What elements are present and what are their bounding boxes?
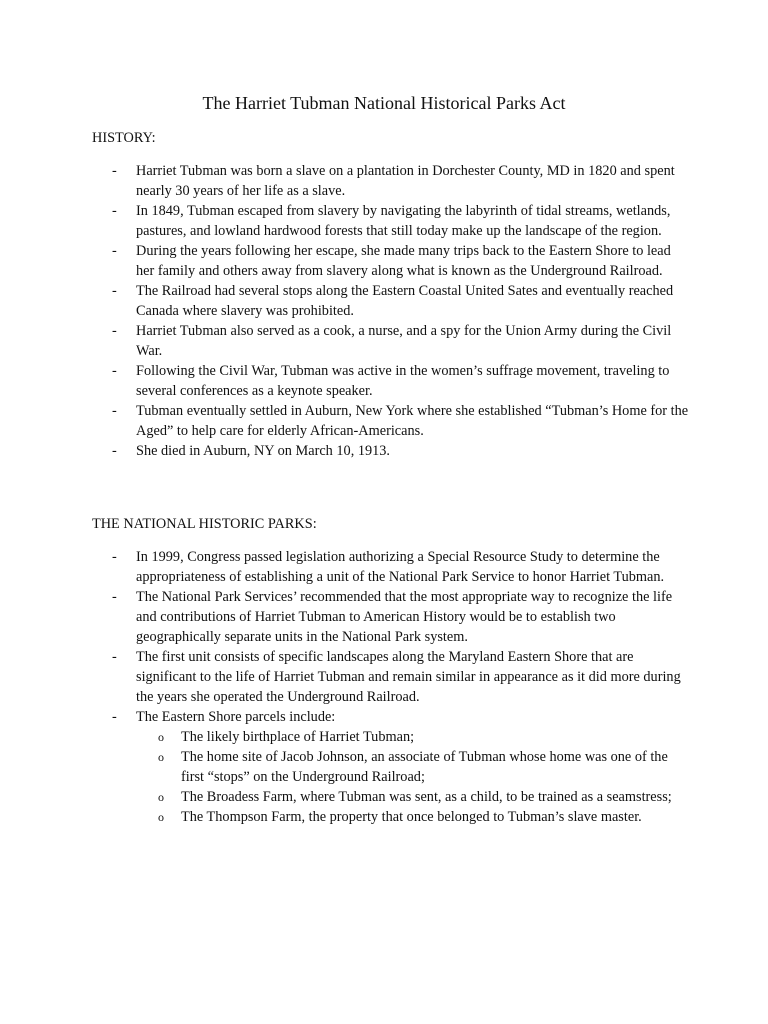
history-item-4: The Railroad had several stops along the Eastern Coastal United Sates and eventually reached Canada where slavery was prohibited. <box>136 283 674 319</box>
history-item-3: During the years following her escape, she made many trips back to the Eastern Shore to lead her family and others away from slavery along what is known as the Underground Railroad. <box>136 243 671 279</box>
parks-item-2: The National Park Services’ recommended that the most appropriate way to recognize the life and contributions of Harriet Tubman to American History would be to establish two geographically separate units in the National Park system. <box>136 589 673 645</box>
parks-item-1: In 1999, Congress passed legislation authorizing a Special Resource Study to determine the appropriateness of establishing a unit of the National Park Service to honor Harriet Tubman. <box>136 549 665 585</box>
history-heading: HISTORY: <box>92 130 156 146</box>
parcel-item-4: The Thompson Farm, the property that once belonged to Tubman’s slave master. <box>181 809 642 825</box>
history-item-6: Following the Civil War, Tubman was active in the women’s suffrage movement, traveling to several conferences as a keynote speaker. <box>136 363 670 399</box>
parcels-sublist <box>136 727 692 827</box>
list-item <box>92 587 692 647</box>
dash-bullet: - <box>112 709 117 725</box>
dash-bullet: - <box>112 243 117 259</box>
dash-bullet: - <box>112 323 117 339</box>
parcel-item-1: The likely birthplace of Harriet Tubman; <box>181 729 415 745</box>
circle-bullet: o <box>158 790 164 804</box>
dash-bullet: - <box>112 203 117 219</box>
dash-bullet: - <box>112 649 117 665</box>
list-item <box>136 727 692 747</box>
dash-bullet: - <box>112 403 117 419</box>
circle-bullet: o <box>158 810 164 824</box>
dash-bullet: - <box>112 589 117 605</box>
parks-list <box>92 547 692 827</box>
dash-bullet: - <box>112 549 117 565</box>
dash-bullet: - <box>112 443 117 459</box>
list-item <box>136 747 692 787</box>
dash-bullet: - <box>112 283 117 299</box>
circle-bullet: o <box>158 730 164 744</box>
parks-item-3: The first unit consists of specific landscapes along the Maryland Eastern Shore that are significant to the life of Harriet Tubman and remain similar in appearance as it did more during the years she operated the Underground Railroad. <box>136 649 681 705</box>
list-item <box>136 807 692 827</box>
list-item <box>92 281 692 321</box>
parcel-item-3: The Broadess Farm, where Tubman was sent, as a child, to be trained as a seamstress; <box>181 789 672 805</box>
history-item-2: In 1849, Tubman escaped from slavery by navigating the labyrinth of tidal streams, wetlands, pastures, and lowland hardwood forests that still today make up the landscape of the region. <box>136 203 671 239</box>
history-item-7: Tubman eventually settled in Auburn, New York where she established “Tubman’s Home for the Aged” to help care for elderly African-Americans. <box>136 403 689 439</box>
history-item-5: Harriet Tubman also served as a cook, a nurse, and a spy for the Union Army during the Civil War. <box>136 323 672 359</box>
list-item <box>92 161 692 201</box>
list-item <box>92 361 692 401</box>
list-item <box>92 441 692 461</box>
history-item-8: She died in Auburn, NY on March 10, 1913. <box>136 443 391 459</box>
parks-item-4: The Eastern Shore parcels include: <box>136 709 336 725</box>
list-item <box>92 321 692 361</box>
parks-heading: THE NATIONAL HISTORIC PARKS: <box>92 516 317 532</box>
circle-bullet: o <box>158 750 164 764</box>
history-list <box>92 161 692 461</box>
list-item <box>136 787 692 807</box>
list-item <box>92 707 692 827</box>
dash-bullet: - <box>112 163 117 179</box>
list-item <box>92 647 692 707</box>
list-item <box>92 241 692 281</box>
dash-bullet: - <box>112 363 117 379</box>
list-item <box>92 547 692 587</box>
list-item <box>92 201 692 241</box>
list-item <box>92 401 692 441</box>
document-title: The Harriet Tubman National Historical Parks Act <box>202 93 566 113</box>
parcel-item-2: The home site of Jacob Johnson, an associate of Tubman whose home was one of the first “stops” on the Underground Railroad; <box>181 749 668 785</box>
history-item-1: Harriet Tubman was born a slave on a plantation in Dorchester County, MD in 1820 and spent nearly 30 years of her life as a slave. <box>136 163 675 199</box>
